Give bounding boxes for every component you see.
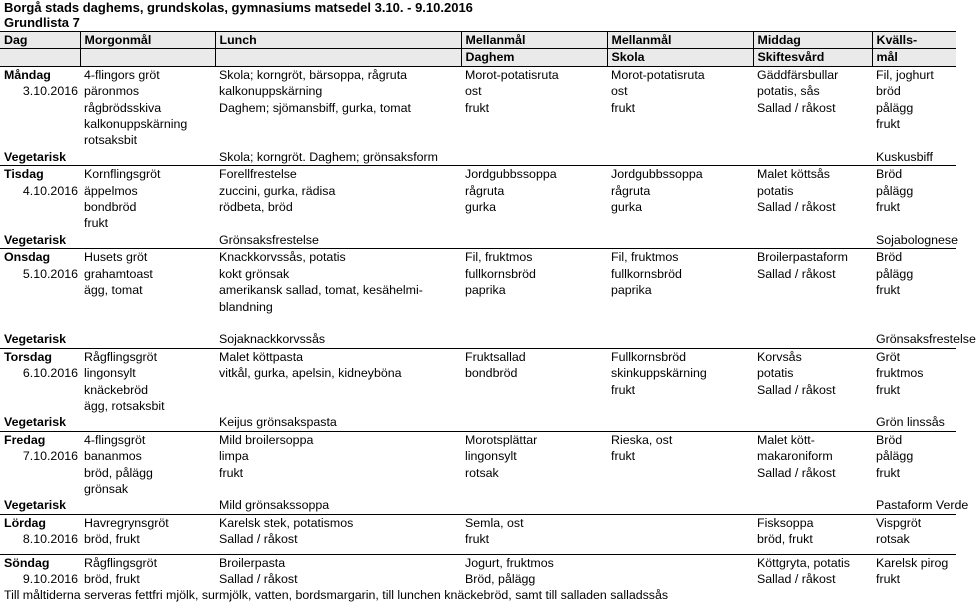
header-middag-sub: Skiftesvård — [753, 49, 872, 66]
menu-cell-mellan-skola: Jordgubbssoppa — [611, 167, 703, 182]
menu-cell-lunch — [215, 398, 461, 414]
day-date: 9.10.2016 — [22, 571, 78, 586]
menu-cell-lunch: Broilerpasta — [215, 554, 461, 571]
table-row — [0, 266, 956, 282]
menu-cell-morgon: bröd, frukt — [84, 532, 140, 547]
day-cell — [0, 132, 80, 148]
menu-cell-kvall: pålägg — [876, 183, 914, 198]
menu-cell-morgon: kalkonuppskärning — [84, 117, 188, 132]
menu-cell-kvall: Bröd — [876, 250, 903, 265]
vegetarian-lunch: Keijus grönsakspasta — [215, 414, 753, 431]
menu-cell-morgon: rotsaksbit — [84, 133, 138, 148]
menu-cell-morgon: päronmos — [84, 84, 140, 99]
menu-cell-morgon: bondbröd — [84, 200, 137, 215]
menu-cell-mellan-daghem: lingonsylt — [465, 449, 517, 464]
day-cell — [0, 215, 80, 231]
table-row — [0, 249, 956, 266]
menu-cell-mellan-skola — [607, 315, 753, 331]
table-row — [0, 199, 956, 215]
menu-cell-middag: Malet kött- — [757, 432, 815, 447]
menu-cell-morgon: bröd, frukt — [84, 571, 140, 586]
day-date: 5.10.2016 — [22, 266, 78, 281]
menu-cell-mellan-daghem — [461, 215, 607, 231]
menu-cell-mellan-daghem: fullkornsbröd — [465, 266, 536, 281]
menu-cell-morgon — [80, 315, 215, 331]
menu-cell-kvall — [872, 315, 956, 331]
header-row — [0, 32, 956, 49]
menu-cell-mellan-daghem: frukt — [465, 100, 490, 115]
menu-cell-lunch: Sallad / råkost — [219, 532, 298, 547]
vegetarian-row — [0, 149, 956, 166]
day-name: Onsdag — [4, 250, 51, 265]
menu-cell-kvall: rotsak — [876, 532, 910, 547]
vegetarian-middag: Pastaform Verde — [872, 497, 956, 514]
day-date: 4.10.2016 — [22, 183, 78, 198]
menu-cell-mellan-daghem — [461, 481, 607, 497]
header-mellan-daghem-sub: Daghem — [461, 49, 607, 66]
menu-cell-mellan-daghem — [461, 315, 607, 331]
menu-cell-kvall — [872, 299, 956, 315]
menu-cell-mellan-skola — [607, 132, 753, 148]
menu-cell-morgon: ägg, rotsaksbit — [84, 398, 165, 413]
menu-cell-mellan-skola — [607, 116, 753, 132]
table-row — [0, 299, 956, 315]
menu-cell-middag: Malet köttsås — [757, 167, 830, 182]
menu-cell-lunch — [215, 116, 461, 132]
menu-cell-kvall: frukt — [876, 200, 901, 215]
menu-cell-mellan-daghem: gurka — [465, 200, 496, 215]
header-kvall: Kvälls- — [872, 32, 956, 49]
header-mellan-skola: Mellanmål — [607, 32, 753, 49]
menu-cell-mellan-skola — [607, 514, 753, 531]
menu-cell-mellan-skola — [607, 299, 753, 315]
day-cell — [0, 382, 80, 398]
table-row — [0, 571, 956, 587]
vegetarian-middag: Grön linssås — [872, 414, 956, 431]
menu-cell-middag: makaroniform — [757, 449, 833, 464]
menu-cell-middag: potatis — [757, 183, 794, 198]
menu-cell-mellan-skola — [607, 481, 753, 497]
table-row — [0, 348, 956, 365]
menu-cell-mellan-daghem: paprika — [465, 283, 506, 298]
menu-cell-kvall: bröd — [876, 84, 901, 99]
menu-cell-lunch: Skola; korngröt, bärsoppa, rågruta — [219, 67, 408, 82]
table-row — [0, 514, 956, 531]
menu-cell-kvall: Vispgröt — [876, 515, 922, 530]
table-row — [0, 531, 956, 547]
menu-table — [0, 31, 976, 587]
menu-cell-middag: Sallad / råkost — [757, 200, 836, 215]
vegetarian-middag: Kuskusbiff — [872, 149, 956, 166]
menu-cell-morgon: 4-flingors gröt — [84, 67, 160, 82]
menu-cell-mellan-daghem: frukt — [465, 532, 490, 547]
menu-cell-middag — [753, 315, 872, 331]
menu-cell-lunch: kalkonuppskärning — [219, 84, 323, 99]
day-name: Lördag — [4, 515, 46, 530]
menu-cell-lunch: zuccini, gurka, rädisa — [219, 183, 336, 198]
menu-cell-lunch: Karelsk stek, potatismos — [219, 515, 354, 530]
menu-cell-mellan-skola: Rieska, ost — [611, 432, 673, 447]
menu-cell-mellan-daghem: ost — [465, 84, 482, 99]
vegetarian-row — [0, 232, 956, 249]
menu-cell-mellan-skola: Fil, fruktmos — [611, 250, 679, 265]
table-row — [0, 100, 956, 116]
menu-cell-kvall — [872, 398, 956, 414]
menu-cell-mellan-skola: skinkuppskärning — [611, 366, 707, 381]
menu-cell-middag — [753, 116, 872, 132]
day-name: Fredag — [4, 432, 46, 447]
menu-cell-morgon: grahamtoast — [84, 266, 153, 281]
day-name: Torsdag — [4, 349, 52, 364]
menu-cell-mellan-daghem: rågruta — [465, 183, 505, 198]
menu-cell-mellan-daghem: Morot-potatisruta — [465, 67, 559, 82]
header-lunch: Lunch — [215, 32, 461, 49]
menu-cell-mellan-daghem: Bröd, pålägg — [465, 571, 536, 586]
day-name: Tisdag — [4, 167, 44, 182]
menu-cell-kvall — [872, 215, 956, 231]
menu-cell-lunch: Knackkorvssås, potatis — [219, 250, 346, 265]
menu-cell-lunch: vitkål, gurka, apelsin, kidneyböna — [219, 366, 402, 381]
menu-cell-lunch: limpa — [219, 449, 249, 464]
day-cell — [0, 398, 80, 414]
day-cell — [0, 100, 80, 116]
menu-cell-mellan-daghem: bondbröd — [465, 366, 518, 381]
table-row — [0, 132, 956, 148]
menu-cell-kvall: frukt — [876, 382, 901, 397]
menu-cell-mellan-skola — [607, 465, 753, 481]
menu-cell-lunch: Malet köttpasta — [219, 349, 304, 364]
menu-cell-morgon: grönsak — [84, 481, 129, 496]
menu-cell-middag: Köttgryta, potatis — [753, 554, 872, 571]
menu-cell-mellan-skola: frukt — [611, 449, 636, 464]
menu-cell-mellan-daghem: Jogurt, fruktmos — [461, 554, 607, 571]
vegetarian-middag: Grönsaksfrestelse — [872, 331, 956, 348]
menu-cell-mellan-skola: frukt — [611, 382, 636, 397]
menu-cell-mellan-skola: gurka — [611, 200, 642, 215]
menu-cell-middag: bröd, frukt — [757, 532, 813, 547]
menu-cell-middag: Sallad / råkost — [757, 465, 836, 480]
menu-cell-mellan-daghem — [461, 132, 607, 148]
menu-cell-mellan-skola — [607, 554, 753, 571]
menu-cell-mellan-daghem: rotsak — [465, 465, 499, 480]
menu-cell-mellan-daghem: Fil, fruktmos — [465, 250, 533, 265]
vegetarian-row — [0, 497, 956, 514]
menu-cell-morgon: lingonsylt — [84, 366, 136, 381]
menu-cell-lunch: rödbeta, bröd — [219, 200, 293, 215]
table-row — [0, 365, 956, 381]
day-date: 7.10.2016 — [22, 449, 78, 464]
menu-cell-morgon: frukt — [84, 216, 109, 231]
menu-cell-morgon: bröd, pålägg — [84, 465, 153, 480]
menu-cell-middag — [753, 398, 872, 414]
vegetarian-lunch: Skola; korngröt. Daghem; grönsaksform — [215, 149, 753, 166]
day-cell — [0, 282, 80, 298]
menu-cell-mellan-skola: Fullkornsbröd — [611, 349, 687, 364]
menu-cell-morgon: rågbrödsskiva — [84, 100, 162, 115]
menu-cell-kvall: fruktmos — [876, 366, 924, 381]
day-cell — [0, 299, 80, 315]
menu-cell-mellan-daghem: Fruktsallad — [465, 349, 526, 364]
menu-cell-mellan-skola: rågruta — [611, 183, 651, 198]
menu-cell-mellan-skola — [607, 398, 753, 414]
menu-cell-mellan-skola: Morot-potatisruta — [611, 67, 705, 82]
menu-cell-mellan-skola — [607, 571, 753, 587]
menu-cell-middag: potatis, sås — [757, 84, 820, 99]
menu-cell-kvall — [872, 132, 956, 148]
table-row — [0, 398, 956, 414]
menu-cell-mellan-skola: fullkornsbröd — [611, 266, 682, 281]
day-cell — [0, 481, 80, 497]
menu-cell-morgon: Havregrynsgröt — [84, 515, 169, 530]
table-row — [0, 183, 956, 199]
menu-cell-kvall: pålägg — [876, 449, 914, 464]
menu-cell-middag: Sallad / råkost — [757, 266, 836, 281]
table-row — [0, 215, 956, 231]
menu-cell-kvall: Fil, joghurt — [876, 67, 934, 82]
menu-cell-lunch: Sallad / råkost — [219, 571, 298, 586]
table-row — [0, 431, 956, 448]
menu-cell-mellan-daghem: Semla, ost — [465, 515, 524, 530]
menu-cell-kvall: frukt — [876, 571, 901, 586]
menu-cell-kvall: pålägg — [876, 100, 914, 115]
menu-cell-lunch: kokt grönsak — [219, 266, 290, 281]
table-row — [0, 554, 956, 571]
menu-cell-middag: Sallad / råkost — [757, 571, 836, 586]
menu-cell-middag — [753, 132, 872, 148]
menu-cell-middag — [753, 282, 872, 298]
header-middag: Middag — [753, 32, 872, 49]
header-dag: Dag — [0, 32, 80, 49]
menu-cell-kvall: Bröd — [876, 167, 903, 182]
vegetarian-label: Vegetarisk — [0, 232, 80, 249]
menu-cell-morgon: Husets gröt — [84, 250, 148, 265]
menu-cell-lunch — [215, 132, 461, 148]
menu-cell-middag — [753, 299, 872, 315]
menu-cell-lunch: Forellfrestelse — [219, 167, 297, 182]
menu-cell-middag: Broilerpastaform — [757, 250, 848, 265]
menu-cell-lunch — [215, 481, 461, 497]
vegetarian-label: Vegetarisk — [0, 497, 80, 514]
menu-cell-mellan-skola: ost — [611, 84, 628, 99]
table-row — [0, 83, 956, 99]
menu-cell-morgon: Kornflingsgröt — [84, 167, 161, 182]
day-cell — [0, 315, 80, 331]
menu-cell-lunch — [215, 215, 461, 231]
table-row — [0, 315, 956, 331]
menu-cell-mellan-skola: paprika — [611, 283, 652, 298]
vegetarian-row — [0, 414, 956, 431]
day-cell — [0, 465, 80, 481]
menu-cell-kvall: frukt — [876, 465, 901, 480]
header-row-2 — [0, 49, 956, 66]
day-name: Söndag — [0, 554, 80, 571]
header-kvall-sub: mål — [872, 49, 956, 66]
menu-cell-kvall: pålägg — [876, 266, 914, 281]
menu-cell-lunch — [215, 315, 461, 331]
menu-cell-mellan-daghem: Morotsplättar — [465, 432, 538, 447]
menu-cell-kvall: Karelsk pirog — [872, 554, 956, 571]
menu-cell-lunch: Mild broilersoppa — [219, 432, 314, 447]
menu-cell-morgon: 4-flingsgröt — [84, 432, 146, 447]
menu-cell-middag — [753, 215, 872, 231]
menu-cell-mellan-skola — [607, 215, 753, 231]
menu-cell-kvall — [872, 481, 956, 497]
menu-cell-middag: Fisksoppa — [757, 515, 814, 530]
table-row — [0, 382, 956, 398]
menu-cell-kvall: Gröt — [876, 349, 901, 364]
table-row — [0, 465, 956, 481]
vegetarian-label: Vegetarisk — [0, 414, 80, 431]
menu-cell-mellan-daghem — [461, 398, 607, 414]
menu-cell-morgon — [80, 299, 215, 315]
menu-cell-middag: Sallad / råkost — [757, 100, 836, 115]
day-cell — [0, 116, 80, 132]
day-name: Måndag — [4, 67, 51, 82]
vegetarian-label: Vegetarisk — [0, 331, 80, 348]
vegetarian-label: Vegetarisk — [0, 149, 80, 166]
menu-cell-morgon: Rågflingsgröt — [84, 349, 158, 364]
menu-cell-middag: Korvsås — [757, 349, 802, 364]
menu-cell-middag: Gäddfärsbullar — [757, 67, 839, 82]
table-row — [0, 448, 956, 464]
menu-cell-mellan-daghem — [461, 299, 607, 315]
menu-cell-middag: potatis — [757, 366, 794, 381]
header-mellan-skola-sub: Skola — [607, 49, 753, 66]
vegetarian-middag: Sojabolognese — [872, 232, 956, 249]
menu-cell-lunch: blandning — [219, 299, 273, 314]
menu-cell-mellan-daghem — [461, 382, 607, 398]
table-row — [0, 66, 956, 83]
menu-cell-lunch — [215, 382, 461, 398]
vegetarian-lunch: Sojaknackkorvssås — [215, 331, 753, 348]
menu-cell-lunch: frukt — [219, 465, 244, 480]
footer-note: Till måltiderna serveras fettfri mjölk, surmjölk, vatten, bordsmargarin, till lunchen knäckebröd, samt till salladen salladssås — [4, 588, 669, 602]
menu-cell-morgon: Rågflingsgröt — [80, 554, 215, 571]
menu-cell-morgon: ägg, tomat — [84, 283, 143, 298]
menu-cell-morgon: bananmos — [84, 449, 142, 464]
document-subtitle: Grundlista 7 — [4, 15, 80, 30]
menu-cell-mellan-daghem — [461, 116, 607, 132]
day-date: 8.10.2016 — [22, 532, 78, 547]
table-row — [0, 166, 956, 183]
menu-cell-kvall: Bröd — [876, 432, 903, 447]
menu-cell-lunch: amerikansk sallad, tomat, kesähelmi- — [219, 283, 423, 298]
menu-cell-middag — [753, 481, 872, 497]
day-date: 3.10.2016 — [22, 84, 78, 99]
document-title: Borgå stads daghems, grundskolas, gymnasiums matsedel 3.10. - 9.10.2016 — [4, 0, 473, 15]
header-mellan-daghem: Mellanmål — [461, 32, 607, 49]
table-row — [0, 116, 956, 132]
day-date: 6.10.2016 — [22, 366, 78, 381]
menu-cell-mellan-skola — [607, 531, 753, 547]
day-cell — [0, 199, 80, 215]
vegetarian-lunch: Mild grönsakssoppa — [215, 497, 753, 514]
table-row — [0, 282, 956, 298]
menu-cell-kvall: frukt — [876, 283, 901, 298]
menu-cell-middag: Sallad / råkost — [757, 382, 836, 397]
table-row — [0, 481, 956, 497]
vegetarian-row — [0, 331, 956, 348]
menu-cell-mellan-skola: frukt — [611, 100, 636, 115]
vegetarian-lunch: Grönsaksfrestelse — [215, 232, 753, 249]
menu-cell-morgon: knäckebröd — [84, 382, 149, 397]
menu-cell-mellan-daghem: Jordgubbssoppa — [465, 167, 557, 182]
header-morgon: Morgonmål — [80, 32, 215, 49]
menu-cell-lunch: Daghem; sjömansbiff, gurka, tomat — [219, 100, 411, 115]
menu-cell-morgon: äppelmos — [84, 183, 138, 198]
menu-cell-kvall: frukt — [876, 117, 901, 132]
